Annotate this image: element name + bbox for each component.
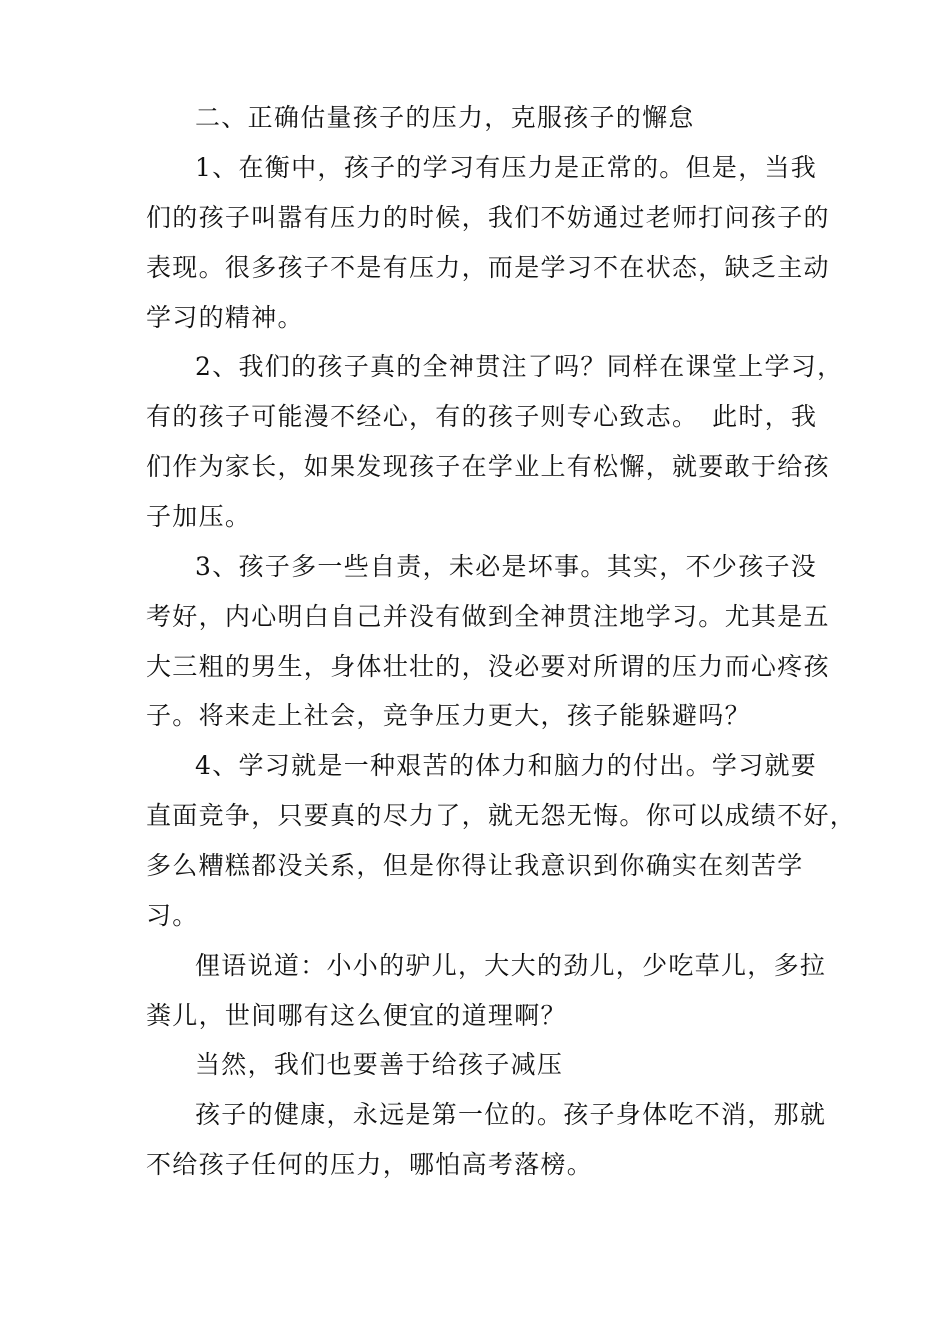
paragraph-5-line-1: 俚语说道：小小的驴儿，大大的劲儿，少吃草儿，多拉: [195, 951, 827, 980]
paragraph-3-line-2: 考好，内心明白自己并没有做到全神贯注地学习。尤其是五: [146, 602, 830, 631]
paragraph-2-line-4: 子加压。: [146, 502, 252, 531]
paragraph-1-line-2: 们的孩子叫嚣有压力的时候，我们不妨通过老师打问孩子的: [146, 203, 830, 232]
paragraph-3-line-3: 大三粗的男生，身体壮壮的，没必要对所谓的压力而心疼孩: [146, 652, 830, 681]
paragraph-7-line-1: 孩子的健康，永远是第一位的。孩子身体吃不消，那就: [195, 1100, 827, 1129]
paragraph-4-line-2: 直面竞争，只要真的尽力了，就无怨无悔。你可以成绩不好，: [146, 801, 857, 830]
paragraph-1-line-1: 1、在衡中，孩子的学习有压力是正常的。但是，当我: [195, 153, 818, 182]
paragraph-7-line-2: 不给孩子任何的压力，哪怕高考落榜。: [146, 1150, 594, 1179]
section-heading: 二、正确估量孩子的压力，克服孩子的懈怠: [195, 103, 695, 132]
paragraph-3-line-1: 3、孩子多一些自责，未必是坏事。其实，不少孩子没: [195, 552, 818, 581]
paragraph-5-line-2: 粪儿，世间哪有这么便宜的道理啊？: [146, 1001, 567, 1030]
paragraph-2-line-1: 2、我们的孩子真的全神贯注了吗？同样在课堂上学习，: [195, 352, 844, 381]
paragraph-2-line-3: 们作为家长，如果发现孩子在学业上有松懈，就要敢于给孩: [146, 452, 830, 481]
paragraph-1-line-3: 表现。很多孩子不是有压力，而是学习不在状态，缺乏主动: [146, 253, 830, 282]
paragraph-4-line-4: 习。: [146, 901, 199, 930]
paragraph-4-line-1: 4、学习就是一种艰苦的体力和脑力的付出。学习就要: [195, 751, 818, 780]
paragraph-1-line-4: 学习的精神。: [146, 303, 304, 332]
paragraph-6-line-1: 当然，我们也要善于给孩子减压: [195, 1050, 564, 1079]
paragraph-4-line-3: 多么糟糕都没关系，但是你得让我意识到你确实在刻苦学: [146, 851, 804, 880]
paragraph-2-line-2: 有的孩子可能漫不经心，有的孩子则专心致志。 此时，我: [146, 402, 818, 431]
paragraph-3-line-4: 子。将来走上社会，竞争压力更大，孩子能躲避吗？: [146, 701, 751, 730]
